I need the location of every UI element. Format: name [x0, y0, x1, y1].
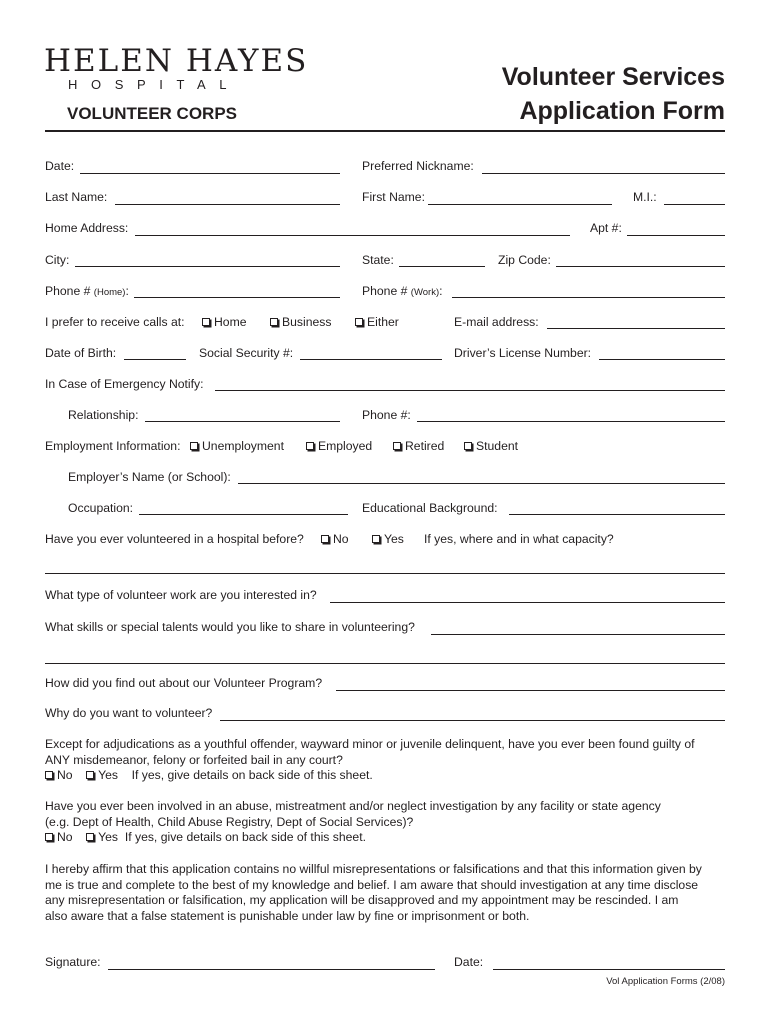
abuse-no-label: No	[57, 830, 73, 844]
email-label: E-mail address:	[454, 315, 539, 329]
affirmation-line4: also aware that a false statement is punishable under law by fine or imprisonment or both.	[45, 908, 530, 923]
checkbox-icon[interactable]	[190, 442, 198, 450]
how-found-label: How did you find out about our Volunteer Program?	[45, 676, 323, 690]
mi-label: M.I.:	[633, 190, 657, 204]
checkbox-icon[interactable]	[86, 771, 94, 779]
ssn-label: Social Security #:	[199, 346, 294, 360]
volunteered-yes-option[interactable]	[372, 532, 404, 546]
state-field[interactable]	[399, 266, 485, 267]
guilty-yes-option[interactable]	[86, 768, 118, 782]
checkbox-icon[interactable]	[372, 535, 380, 543]
capacity-field[interactable]	[45, 573, 725, 574]
employer-field[interactable]	[238, 483, 725, 484]
abuse-yes-option[interactable]	[86, 830, 118, 844]
emergency-phone-field[interactable]	[417, 421, 725, 422]
signature-field[interactable]	[108, 969, 435, 970]
nickname-field[interactable]	[482, 173, 725, 174]
license-field[interactable]	[599, 359, 725, 360]
relationship-field[interactable]	[145, 421, 340, 422]
checkbox-icon[interactable]	[355, 318, 363, 326]
phone-work-field[interactable]	[452, 297, 725, 298]
apt-label: Apt #:	[590, 221, 622, 235]
education-label: Educational Background:	[362, 501, 498, 515]
signature-date-label: Date:	[454, 955, 484, 969]
volunteered-no-option[interactable]	[321, 532, 349, 546]
phone-home-colon: :	[125, 284, 129, 298]
checkbox-icon[interactable]	[393, 442, 401, 450]
employed-label: Employed	[318, 439, 373, 453]
how-found-field[interactable]	[336, 690, 725, 691]
phone-work-colon: :	[439, 284, 443, 298]
home-address-field[interactable]	[135, 235, 570, 236]
home-address-label: Home Address:	[45, 221, 129, 235]
phone-home-field[interactable]	[134, 297, 340, 298]
abuse-details: If yes, give details on back side of this sheet.	[124, 830, 366, 844]
date-label: Date:	[45, 159, 75, 173]
call-business-option[interactable]	[270, 315, 331, 329]
prefer-calls-label: I prefer to receive calls at:	[45, 315, 185, 329]
first-name-field[interactable]	[428, 204, 612, 205]
checkbox-icon[interactable]	[86, 833, 94, 841]
affirmation-line3: any misrepresentation or falsification, my application will be disapproved and my appointment may be rescinded. I am	[45, 893, 679, 907]
checkbox-icon[interactable]	[464, 442, 472, 450]
nickname-label: Preferred Nickname:	[362, 159, 474, 173]
abuse-options	[45, 830, 730, 846]
relationship-label: Relationship:	[68, 408, 139, 422]
guilty-question-line2: ANY misdemeanor, felony or forfeited bail in any court?	[45, 752, 343, 767]
form-id: Vol Application Forms (2/08)	[606, 976, 725, 987]
license-label: Driver’s License Number:	[454, 346, 592, 360]
date-field[interactable]	[80, 173, 340, 174]
skills-label: What skills or special talents would you like to share in volunteering?	[45, 620, 415, 634]
why-field[interactable]	[220, 720, 725, 721]
affirmation-line2: me is true and complete to the best of my knowledge and belief. I am aware that should investigation at any time disclose	[45, 877, 699, 892]
form-title-line1: Volunteer Services	[501, 63, 725, 91]
call-home-label: Home	[214, 315, 247, 329]
checkbox-icon[interactable]	[270, 318, 278, 326]
emergency-field[interactable]	[215, 390, 725, 391]
phone-work-label	[362, 284, 443, 300]
work-type-field[interactable]	[330, 602, 725, 603]
signature-date-field[interactable]	[493, 969, 725, 970]
email-field[interactable]	[547, 328, 725, 329]
guilty-no-option[interactable]	[45, 768, 73, 782]
volunteered-before-label: Have you ever volunteered in a hospital before?	[45, 532, 304, 546]
checkbox-icon[interactable]	[202, 318, 210, 326]
phone-work-qualifier: (Work)	[410, 287, 440, 298]
occupation-label: Occupation:	[68, 501, 134, 515]
checkbox-icon[interactable]	[45, 771, 53, 779]
abuse-yes-label: Yes	[98, 830, 119, 844]
emergency-phone-label: Phone #:	[362, 408, 411, 422]
guilty-yes-label: Yes	[98, 768, 119, 782]
call-home-option[interactable]	[202, 315, 247, 329]
emergency-label: In Case of Emergency Notify:	[45, 377, 204, 391]
abuse-no-option[interactable]	[45, 830, 73, 844]
zip-field[interactable]	[556, 266, 725, 267]
abuse-question	[45, 799, 730, 846]
guilty-details: If yes, give details on back side of this sheet.	[131, 768, 373, 782]
checkbox-icon[interactable]	[45, 833, 53, 841]
ssn-field[interactable]	[300, 359, 442, 360]
volunteered-no-label: No	[333, 532, 349, 546]
skills-field[interactable]	[431, 634, 725, 635]
phone-home-qualifier: (Home)	[93, 287, 126, 298]
call-either-label: Either	[367, 315, 399, 329]
last-name-field[interactable]	[115, 204, 340, 205]
call-business-label: Business	[282, 315, 332, 329]
first-name-label: First Name:	[362, 190, 425, 204]
education-field[interactable]	[509, 514, 725, 515]
logo-hospital-name: HELEN HAYES	[44, 43, 309, 79]
guilty-question-line1: Except for adjudications as a youthful offender, wayward minor or juvenile delinquent, have you ever been found guilty of	[45, 737, 695, 751]
why-label: Why do you want to volunteer?	[45, 706, 213, 720]
guilty-no-label: No	[57, 768, 73, 782]
student-label: Student	[476, 439, 519, 453]
work-type-label: What type of volunteer work are you interested in?	[45, 588, 317, 602]
logo-hospital-subtitle: HOSPITAL	[68, 77, 241, 92]
apt-field[interactable]	[627, 235, 725, 236]
guilty-question	[45, 737, 730, 784]
retired-label: Retired	[405, 439, 445, 453]
phone-home-label	[45, 284, 129, 300]
unemployment-label: Unemployment	[202, 439, 284, 453]
header-rule	[45, 130, 725, 132]
abuse-question-line2: (e.g. Dept of Health, Child Abuse Registry, Dept of Social Services)?	[45, 814, 414, 829]
call-either-option[interactable]	[355, 315, 399, 329]
dob-field[interactable]	[124, 359, 186, 360]
mi-field[interactable]	[664, 204, 725, 205]
employment-unemployment-option[interactable]	[190, 439, 284, 453]
occupation-field[interactable]	[139, 514, 348, 515]
logo-volunteer-corps: VOLUNTEER CORPS	[67, 104, 238, 123]
zip-label: Zip Code:	[498, 253, 551, 267]
abuse-question-line1: Have you ever been involved in an abuse, mistreatment and/or neglect investigation by any facility or state agency	[45, 799, 661, 813]
city-label: City:	[45, 253, 70, 267]
guilty-options	[45, 768, 730, 784]
skills-field-continued[interactable]	[45, 663, 725, 664]
checkbox-icon[interactable]	[306, 442, 314, 450]
dob-label: Date of Birth:	[45, 346, 117, 360]
checkbox-icon[interactable]	[321, 535, 329, 543]
last-name-label: Last Name:	[45, 190, 108, 204]
signature-label: Signature:	[45, 955, 101, 969]
affirmation-line1: I hereby affirm that this application contains no willful misrepresentations or falsifications and that this information given by	[45, 862, 702, 876]
form-title-line2: Application Form	[519, 97, 725, 125]
phone-home-prefix: Phone #	[45, 284, 94, 298]
employment-student-option[interactable]	[464, 439, 518, 453]
volunteered-yes-label: Yes	[384, 532, 404, 546]
employment-retired-option[interactable]	[393, 439, 444, 453]
employment-employed-option[interactable]	[306, 439, 372, 453]
phone-work-prefix: Phone #	[362, 284, 411, 298]
city-field[interactable]	[75, 266, 340, 267]
state-label: State:	[362, 253, 394, 267]
employment-label: Employment Information:	[45, 439, 181, 453]
affirmation-text	[45, 862, 730, 924]
capacity-label: If yes, where and in what capacity?	[424, 532, 614, 546]
employer-label: Employer’s Name (or School):	[68, 470, 231, 484]
